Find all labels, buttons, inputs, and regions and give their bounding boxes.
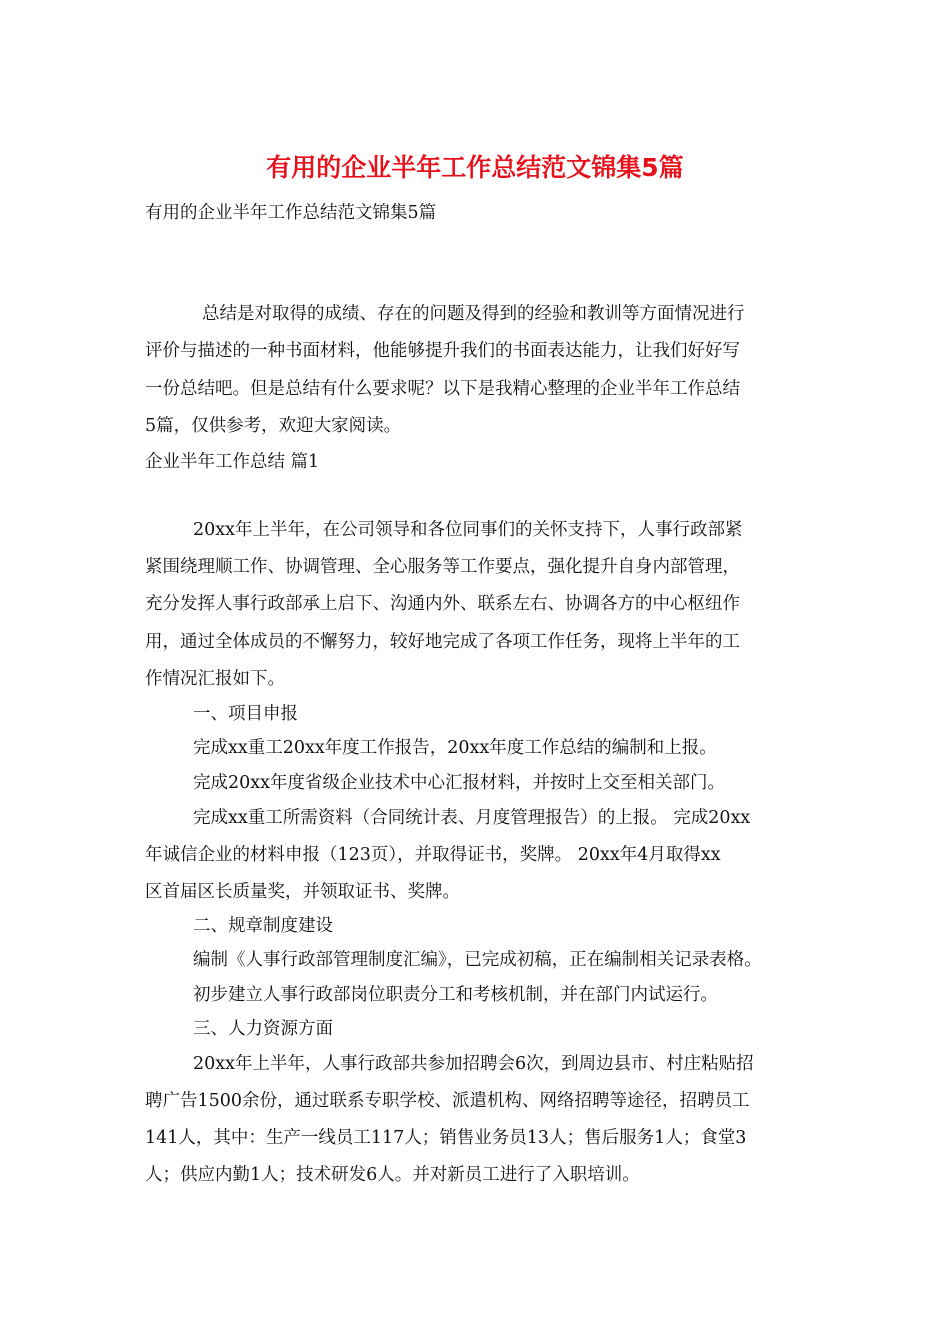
list-item: 完成20xx年度省级企业技术中心汇报材料，并按时上交至相关部门。 bbox=[193, 773, 726, 793]
list-item: 初步建立人事行政部岗位职责分工和考核机制，并在部门内试运行。 bbox=[193, 985, 718, 1005]
list-item: 完成xx重工所需资料（合同统计表、月度管理报告）的上报。 完成20xx bbox=[193, 808, 751, 828]
intro-line: 5篇，仅供参考，欢迎大家阅读。 bbox=[145, 416, 402, 436]
document-subtitle: 有用的企业半年工作总结范文锦集5篇 bbox=[145, 203, 437, 223]
paragraph-line: 用，通过全体成员的不懈努力，较好地完成了各项工作任务，现将上半年的工 bbox=[145, 632, 740, 652]
subheading-hr: 三、人力资源方面 bbox=[193, 1019, 333, 1039]
list-item: 编制《人事行政部管理制度汇编》，已完成初稿，正在编制相关记录表格。 bbox=[193, 950, 762, 970]
subheading-project: 一、项目申报 bbox=[193, 704, 298, 724]
paragraph-line: 紧围绕理顺工作、协调管理、全心服务等工作要点，强化提升自身内部管理， bbox=[145, 557, 740, 577]
paragraph-line: 聘广告1500余份，通过联系专职学校、派遣机构、网络招聘等途径，招聘员工 bbox=[145, 1091, 750, 1111]
intro-line: 总结是对取得的成绩、存在的问题及得到的经验和教训等方面情况进行 bbox=[202, 304, 745, 324]
intro-line: 一份总结吧。但是总结有什么要求呢？以下是我精心整理的企业半年工作总结 bbox=[145, 379, 740, 399]
section-heading: 企业半年工作总结 篇1 bbox=[145, 452, 320, 472]
paragraph-line: 充分发挥人事行政部承上启下、沟通内外、联系左右、协调各方的中心枢纽作 bbox=[145, 594, 740, 614]
document-title: 有用的企业半年工作总结范文锦集5篇 bbox=[266, 153, 684, 182]
paragraph-line: 20xx年上半年，在公司领导和各位同事们的关怀支持下，人事行政部紧 bbox=[193, 520, 743, 540]
subheading-rules: 二、规章制度建设 bbox=[193, 916, 333, 936]
intro-line: 评价与描述的一种书面材料，他能够提升我们的书面表达能力，让我们好好写 bbox=[145, 341, 740, 361]
paragraph-line: 人；供应内勤1人；技术研发6人。并对新员工进行了入职培训。 bbox=[145, 1165, 640, 1185]
paragraph-line: 20xx年上半年，人事行政部共参加招聘会6次，到周边县市、村庄粘贴招 bbox=[193, 1054, 754, 1074]
list-item: 年诚信企业的材料申报（123页），并取得证书，奖牌。 20xx年4月取得xx bbox=[145, 845, 721, 865]
paragraph-line: 作情况汇报如下。 bbox=[145, 669, 285, 689]
list-item: 完成xx重工20xx年度工作报告，20xx年度工作总结的编制和上报。 bbox=[193, 738, 717, 758]
paragraph-line: 141人，其中：生产一线员工117人；销售业务员13人；售后服务1人；食堂3 bbox=[145, 1128, 747, 1148]
list-item: 区首届区长质量奖，并领取证书、奖牌。 bbox=[145, 882, 460, 902]
